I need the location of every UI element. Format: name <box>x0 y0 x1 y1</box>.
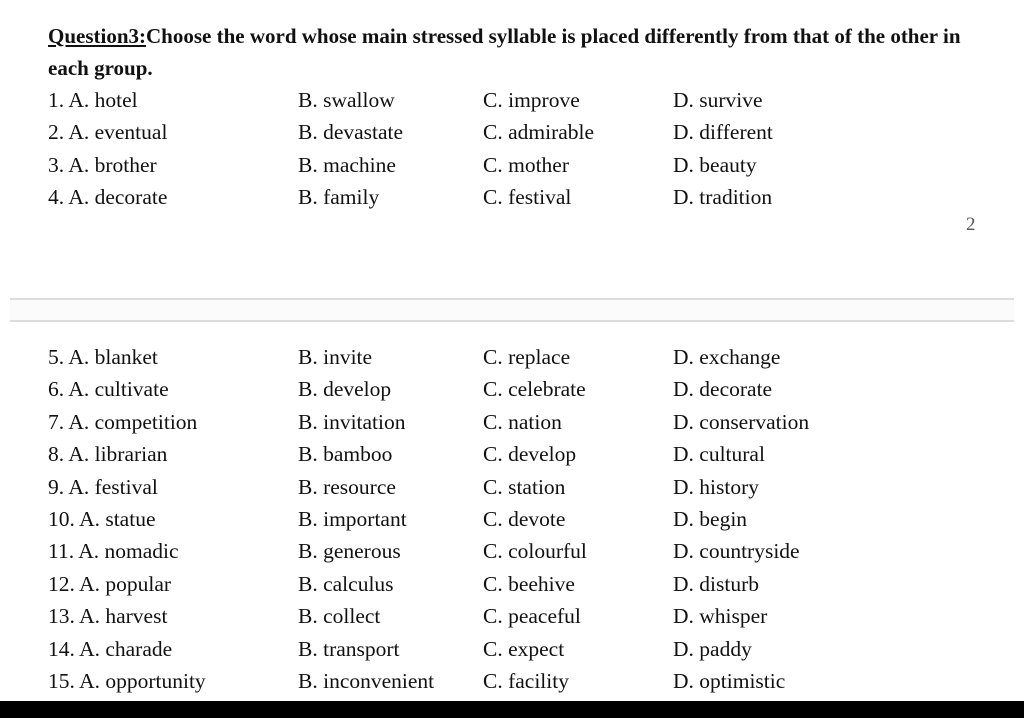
option-c: C. develop <box>483 442 577 467</box>
option-b: B. important <box>298 506 407 531</box>
option-a: 11. A. nomadic <box>48 539 179 564</box>
option-b: B. inconvenient <box>298 668 435 693</box>
option-d: D. different <box>673 120 773 145</box>
option-b: B. develop <box>298 377 392 402</box>
option-c: C. colourful <box>483 539 587 564</box>
option-d: D. tradition <box>673 185 773 210</box>
option-a: 6. A. cultivate <box>48 377 169 402</box>
option-d: D. paddy <box>673 636 752 661</box>
option-b: B. collect <box>298 604 381 629</box>
option-b: B. bamboo <box>298 442 393 467</box>
option-d: D. beauty <box>673 152 757 177</box>
option-c: C. beehive <box>483 571 575 596</box>
option-c: C. admirable <box>483 120 595 145</box>
option-a: 5. A. blanket <box>48 345 158 369</box>
page-break-divider <box>10 298 1014 322</box>
option-a: 12. A. popular <box>48 571 172 596</box>
option-a: 14. A. charade <box>48 636 173 661</box>
option-a: 8. A. librarian <box>48 442 168 467</box>
option-a: 4. A. decorate <box>48 185 168 210</box>
option-c: C. celebrate <box>483 377 586 402</box>
page-number: 2 <box>966 214 976 235</box>
option-b: B. devastate <box>298 120 404 145</box>
bottom-black-bar <box>0 701 1024 718</box>
option-c: C. replace <box>483 345 571 369</box>
option-d: D. begin <box>673 506 748 531</box>
option-a: 1. A. hotel <box>48 88 138 112</box>
option-a: 3. A. brother <box>48 152 157 177</box>
option-a: 15. A. opportunity <box>48 668 206 693</box>
option-c: C. improve <box>483 88 580 112</box>
question-heading <box>48 20 998 84</box>
question-instruction: Choose the word whose main stressed syllable is placed differently from that of the other in each group. <box>48 24 961 80</box>
option-a: 10. A. statue <box>48 506 156 531</box>
option-c: C. nation <box>483 409 562 434</box>
option-d: D. survive <box>673 88 763 112</box>
option-c: C. festival <box>483 185 572 210</box>
option-c: C. devote <box>483 506 566 531</box>
option-d: D. conservation <box>673 409 810 434</box>
option-c: C. station <box>483 474 566 499</box>
option-a: 7. A. competition <box>48 409 198 434</box>
question-label: Question3: <box>48 24 147 48</box>
option-a: 2. A. eventual <box>48 120 168 145</box>
option-d: D. cultural <box>673 442 765 467</box>
option-c: C. mother <box>483 152 569 177</box>
option-b: B. calculus <box>298 571 394 596</box>
option-d: D. whisper <box>673 604 768 629</box>
option-c: C. peaceful <box>483 604 581 629</box>
option-d: D. decorate <box>673 377 773 402</box>
option-d: D. countryside <box>673 539 800 564</box>
option-b: B. transport <box>298 636 400 661</box>
option-a: 9. A. festival <box>48 474 158 499</box>
option-d: D. history <box>673 474 759 499</box>
option-b: B. machine <box>298 152 396 177</box>
option-a: 13. A. harvest <box>48 604 168 629</box>
option-b: B. generous <box>298 539 401 564</box>
option-d: D. exchange <box>673 345 781 369</box>
option-b: B. invite <box>298 345 373 369</box>
option-c: C. expect <box>483 636 565 661</box>
option-c: C. facility <box>483 668 569 693</box>
option-b: B. family <box>298 185 380 210</box>
option-b: B. invitation <box>298 409 406 434</box>
option-b: B. resource <box>298 474 396 499</box>
option-d: D. optimistic <box>673 668 786 693</box>
option-d: D. disturb <box>673 571 759 596</box>
option-b: B. swallow <box>298 88 395 112</box>
